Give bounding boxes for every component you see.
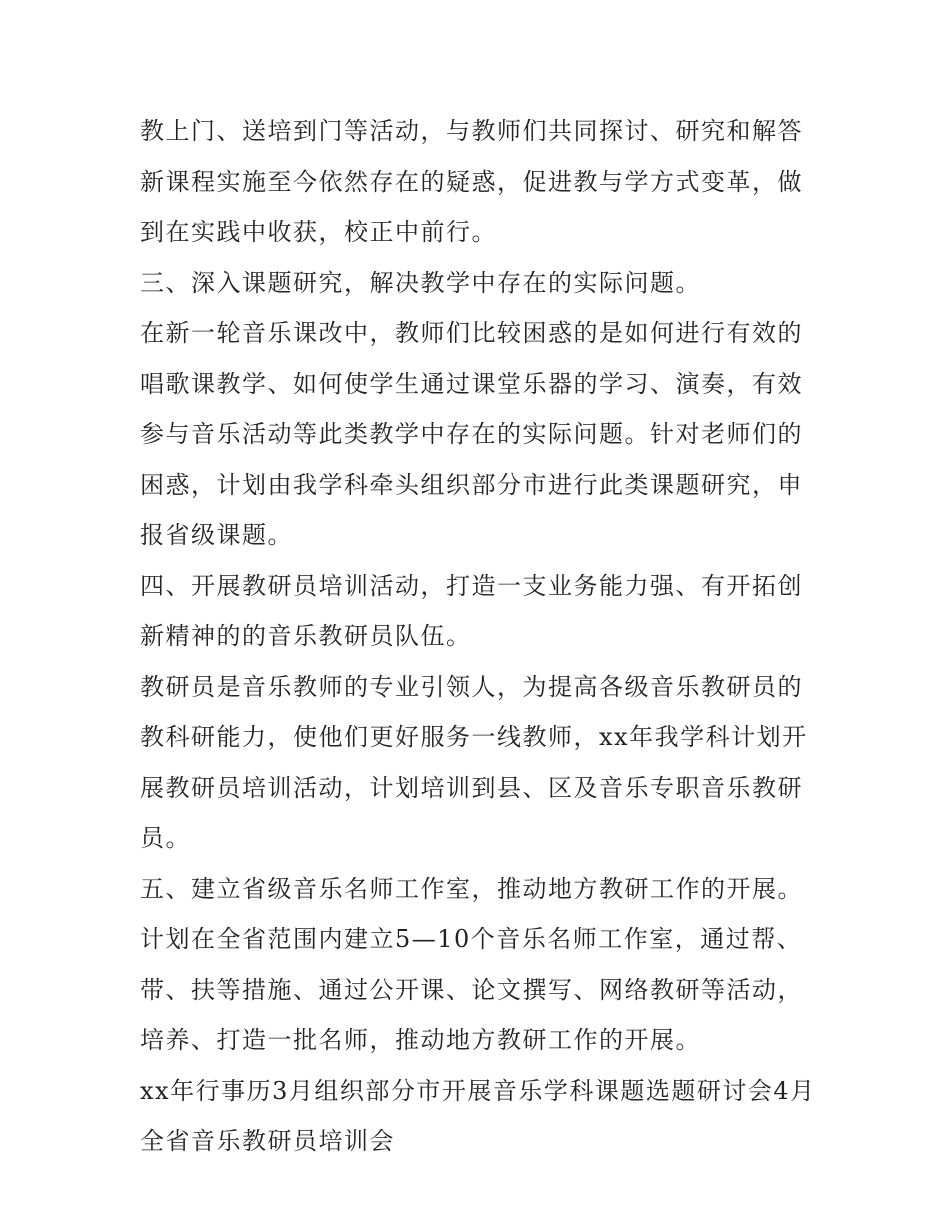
paragraph-activities: 教上门、送培到门等活动，与教师们共同探讨、研究和解答新课程实施至今依然存在的疑惑，促进教与学方式变革，做到在实践中收获，校正中前行。 <box>140 117 803 246</box>
heading-section-5: 五、建立省级音乐名师工作室，推动地方教研工作的开展。 <box>140 874 803 903</box>
heading-section-4: 四、开展教研员培训活动，打造一支业务能力强、有开拓创新精神的的音乐教研员队伍。 <box>140 571 803 650</box>
paragraph-research: 在新一轮音乐课改中，教师们比较困惑的是如何进行有效的唱歌课教学、如何使学生通过课堂乐器的学习、演奏，有效参与音乐活动等此类教学中存在的实际问题。针对老师们的困惑，计划由我学科牵头组织部分市进行此类课题研究，申报省级课题。 <box>140 319 803 549</box>
paragraph-studio: 计划在全省范围内建立5—10个音乐名师工作室，通过帮、带、扶等措施、通过公开课、论文撰写、网络教研等活动，培养、打造一批名师，推动地方教研工作的开展。 <box>140 925 803 1054</box>
paragraph-calendar: xx年行事历3月组织部分市开展音乐学科课题选题研讨会4月全省音乐教研员培训会 <box>140 1076 816 1155</box>
document-body <box>140 106 820 1167</box>
paragraph-training: 教研员是音乐教师的专业引领人，为提高各级音乐教研员的教科研能力，使他们更好服务一线教师，xx年我学科计划开展教研员培训活动，计划培训到县、区及音乐专职音乐教研员。 <box>140 672 808 852</box>
heading-section-3: 三、深入课题研究，解决教学中存在的实际问题。 <box>140 268 701 297</box>
